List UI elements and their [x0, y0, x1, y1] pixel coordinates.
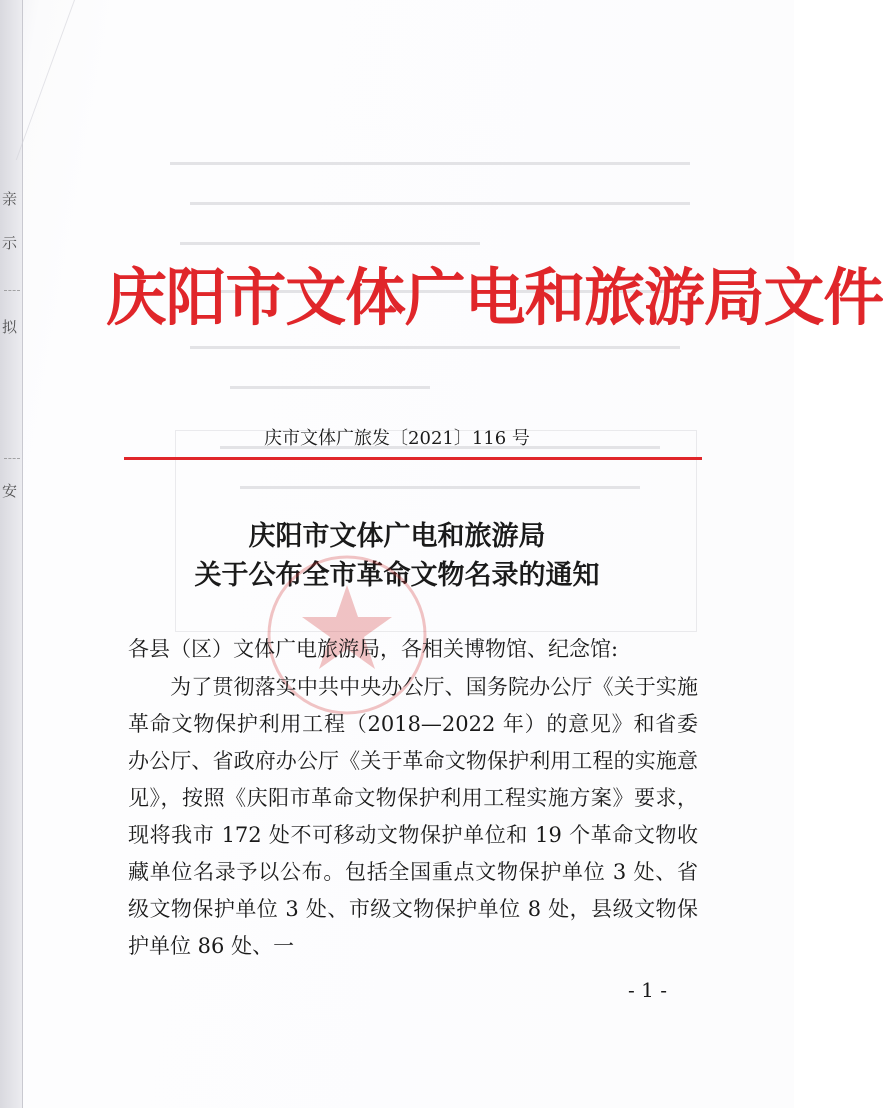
red-divider: [124, 457, 702, 460]
salutation: 各县（区）文体广电旅游局，各相关博物馆、纪念馆:: [128, 637, 619, 661]
title-line-1: 庆阳市文体广电和旅游局: [248, 521, 546, 552]
letterhead: 庆阳市文体广电和旅游局文件: [106, 261, 883, 334]
body-paragraph: [128, 669, 698, 965]
margin-fragment: 安: [2, 482, 18, 500]
document-number: 庆市文体广旅发〔2021〕116 号: [264, 428, 530, 449]
margin-fragment: 亲: [2, 190, 18, 208]
body-paragraph-text: 为了贯彻落实中共中央办公厅、国务院办公厅《关于实施革命文物保护利用工程（2018—2022 年）的意见》和省委办公厅、省政府办公厅《关于革命文物保护利用工程的实施意见》，按照《庆阳市革命文物保护利用工程实施方案》要求，现将我市 172 处不可移动文物保护单位和 19 个革命文物收藏单位名录予以公布。包括全国重点文物保护单位 3 处、省级文物保护单位 3 处、市级文物保护单位 8 处，县级文物保护单位 86 处、一: [128, 675, 698, 958]
margin-dash: [4, 290, 20, 291]
title-line-2: 关于公布全市革命文物名录的通知: [194, 560, 600, 591]
margin-fragment: 示: [2, 234, 18, 252]
page-number: - 1 -: [628, 978, 667, 1002]
margin-fragment: 拟: [2, 318, 18, 336]
margin-dash: [4, 458, 20, 459]
